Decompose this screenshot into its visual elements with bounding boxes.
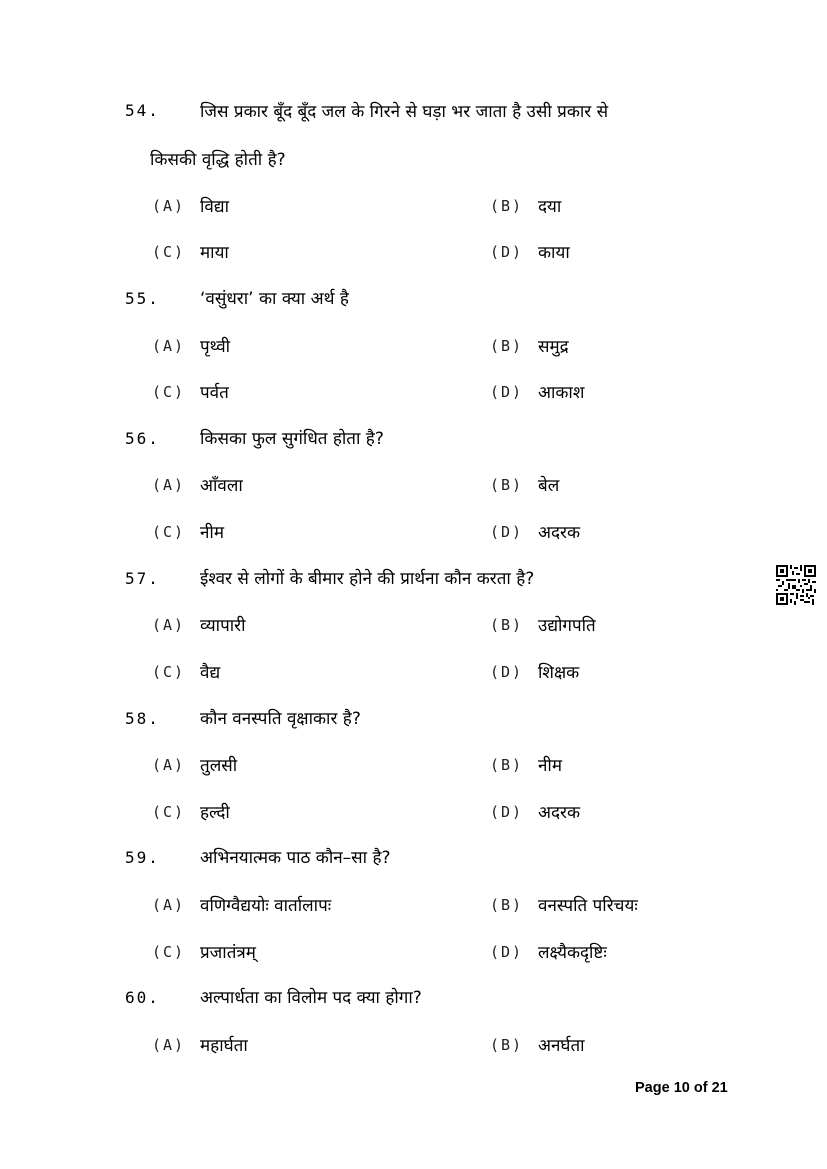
option-label: (D) bbox=[490, 523, 524, 541]
option-text: अदरक bbox=[538, 523, 581, 543]
option-label: (B) bbox=[490, 756, 524, 774]
page-number bbox=[635, 1080, 728, 1096]
option-text: हल्दी bbox=[200, 803, 230, 823]
option-text: काया bbox=[538, 243, 570, 263]
option-text: नीम bbox=[200, 523, 225, 543]
option-label: (B) bbox=[490, 197, 524, 215]
question-text-continued: किसकी वृद्धि होती है? bbox=[150, 150, 286, 170]
question-number: 55. bbox=[125, 289, 160, 308]
page-prefix: Page bbox=[635, 1080, 674, 1096]
question-text: अभिनयात्मक पाठ कौन–सा है? bbox=[200, 848, 391, 868]
option-label: (C) bbox=[152, 803, 186, 821]
option-label: (D) bbox=[490, 663, 524, 681]
option-label: (A) bbox=[152, 616, 186, 634]
option-text: व्यापारी bbox=[200, 616, 246, 636]
option-text: आकाश bbox=[538, 383, 585, 403]
option-label: (D) bbox=[490, 243, 524, 261]
question-number: 58. bbox=[125, 709, 160, 728]
option-text: पर्वत bbox=[200, 383, 229, 403]
qr-code bbox=[776, 565, 816, 605]
option-label: (B) bbox=[490, 1036, 524, 1054]
option-text: उद्योगपति bbox=[538, 616, 596, 636]
option-label: (C) bbox=[152, 943, 186, 961]
page-total: 21 bbox=[711, 1080, 728, 1096]
question-text: ‘वसुंधरा’ का क्या अर्थ है bbox=[200, 289, 349, 309]
option-text: समुद्र bbox=[538, 337, 569, 357]
option-text: प्रजातंत्रम् bbox=[200, 943, 256, 963]
option-label: (A) bbox=[152, 337, 186, 355]
question-text: जिस प्रकार बूँद बूँद जल के गिरने से घड़ा भर जाता है उसी प्रकार से bbox=[200, 102, 609, 122]
option-label: (A) bbox=[152, 896, 186, 914]
option-label: (A) bbox=[152, 1036, 186, 1054]
option-label: (C) bbox=[152, 663, 186, 681]
option-label: (B) bbox=[490, 896, 524, 914]
option-label: (A) bbox=[152, 756, 186, 774]
option-label: (A) bbox=[152, 476, 186, 494]
option-label: (B) bbox=[490, 337, 524, 355]
question-number: 54. bbox=[125, 101, 160, 120]
option-label: (C) bbox=[152, 383, 186, 401]
option-label: (B) bbox=[490, 616, 524, 634]
option-text: महार्घता bbox=[200, 1036, 248, 1056]
question-text: कौन वनस्पति वृक्षाकार है? bbox=[200, 709, 361, 729]
option-text: वैद्य bbox=[200, 663, 221, 683]
question-number: 57. bbox=[125, 569, 160, 588]
option-text: नीम bbox=[538, 756, 563, 776]
option-text: तुलसी bbox=[200, 756, 238, 776]
option-label: (D) bbox=[490, 803, 524, 821]
option-text: पृथ्वी bbox=[200, 337, 231, 357]
option-text: बेल bbox=[538, 476, 560, 496]
question-number: 59. bbox=[125, 848, 160, 867]
option-text: वनस्पति परिचयः bbox=[538, 896, 638, 916]
question-text: ईश्वर से लोगों के बीमार होने की प्रार्थना कौन करता है? bbox=[200, 569, 535, 589]
page-current: 10 bbox=[673, 1080, 690, 1096]
option-label: (C) bbox=[152, 523, 186, 541]
option-text: लक्ष्यैकदृष्टिः bbox=[538, 943, 607, 963]
question-number: 60. bbox=[125, 988, 160, 1007]
option-text: अनर्घता bbox=[538, 1036, 585, 1056]
option-text: विद्या bbox=[200, 197, 229, 217]
option-text: दया bbox=[538, 197, 562, 217]
option-label: (C) bbox=[152, 243, 186, 261]
option-label: (A) bbox=[152, 197, 186, 215]
option-text: माया bbox=[200, 243, 229, 263]
option-text: शिक्षक bbox=[538, 663, 580, 683]
option-label: (B) bbox=[490, 476, 524, 494]
option-text: वणिग्वैद्ययोः वार्तालापः bbox=[200, 896, 332, 916]
question-text: किसका फुल सुगंधित होता है? bbox=[200, 429, 384, 449]
question-number: 56. bbox=[125, 429, 160, 448]
option-label: (D) bbox=[490, 943, 524, 961]
question-text: अल्पार्धता का विलोम पद क्या होगा? bbox=[200, 988, 422, 1008]
option-label: (D) bbox=[490, 383, 524, 401]
option-text: अदरक bbox=[538, 803, 581, 823]
page-of: of bbox=[689, 1080, 712, 1096]
option-text: आँवला bbox=[200, 476, 243, 496]
